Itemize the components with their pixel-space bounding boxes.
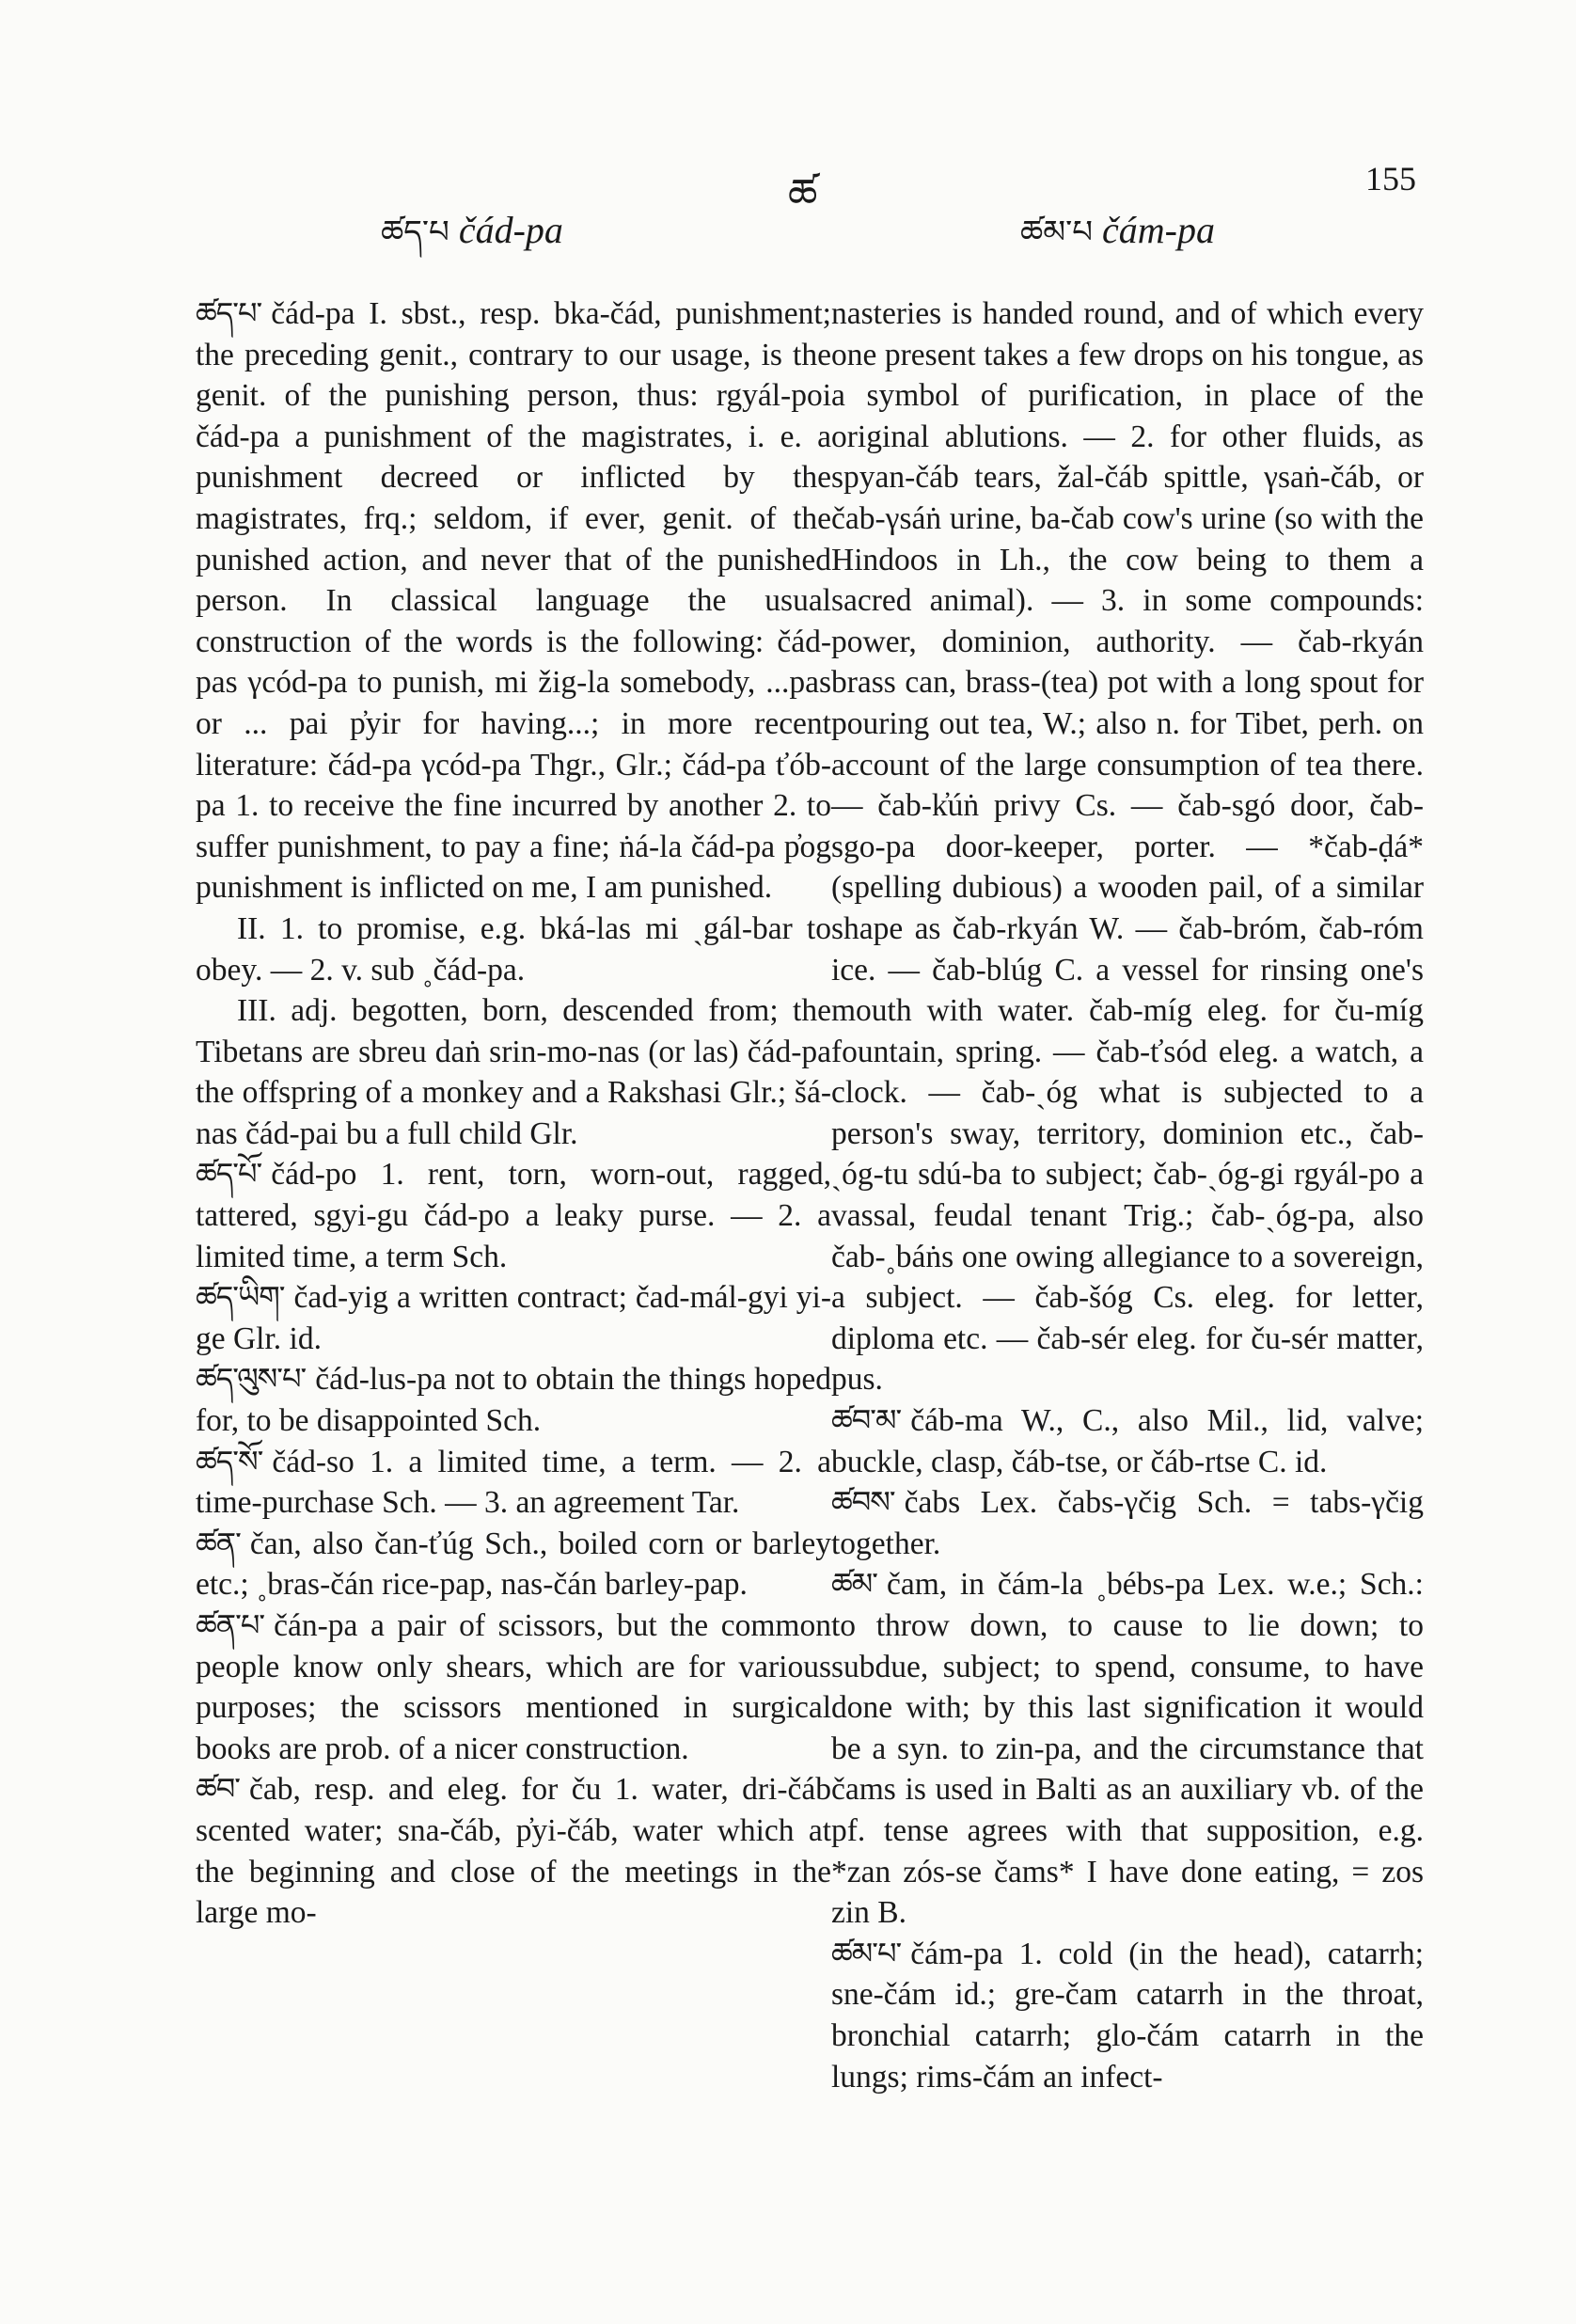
entry-text: čam, in čám-la ˳bébs-pa Lex. w.e.; Sch.: to throw down, to cause to lie down; to subdue, subject; to spend, consume, to have done with; by this last signification it would be a syn. to zin-pa, and the circumstance that čams is used in Balti as an auxiliary vb. of the pf. tense agrees with that supposition, e.g. *zan zós-se čams* I have done eating, = zos zin B.	[831, 1567, 1424, 1931]
section-letter: ཚ	[788, 170, 818, 218]
entry-text: II. 1. to promise, e.g. bká-las mi ˏgál-bar to obey. — 2. v. sub ˳čád-pa.	[196, 910, 831, 988]
entry-tibetan-headword: ཚམ་	[831, 1566, 877, 1603]
entry-text: čád-po 1. rent, torn, worn-out, ragged, tattered, sgyi-gu čád-po a leaky purse. — 2. a limited time, a term Sch.	[196, 1157, 831, 1274]
dictionary-entry	[831, 1400, 1424, 1482]
dictionary-entry	[196, 1442, 831, 1524]
entry-tibetan-headword: ཚན་	[196, 1525, 241, 1561]
running-head-right	[1020, 209, 1215, 251]
entry-tibetan-headword: ཚན་པ་	[196, 1607, 265, 1643]
dictionary-entry	[196, 1605, 831, 1769]
dictionary-entry	[831, 1934, 1424, 2097]
dictionary-entry	[196, 1359, 831, 1441]
entry-tibetan-headword: ཚམ་པ་	[831, 1935, 902, 1971]
entry-text: čán-pa a pair of scissors, but the common people know only shears, which are for various purposes; the scissors mentioned in surgical books are prob. of a nicer construction.	[196, 1608, 831, 1766]
entry-tibetan-headword: ཚད་པ་	[196, 295, 262, 331]
entry-tibetan-headword: ཚབ་མ་	[831, 1402, 902, 1439]
running-head-right-tibetan: ཚམ་པ	[1020, 213, 1094, 251]
right-column	[831, 293, 1424, 2097]
dictionary-entry	[831, 293, 1424, 1400]
dictionary-entry	[196, 1524, 831, 1605]
entry-text: III. adj. begotten, born, descended from; the Tibetans are sbreu daṅ srin-mo-nas (or las) čád-pa the offspring of a monkey and a Rakshasi Glr.; šá-nas čád-pai bu a full child Glr.	[196, 993, 831, 1151]
entry-tibetan-headword: ཚད་པོ་	[196, 1156, 262, 1193]
entry-tibetan-headword: ཚད་ལུས་པ་	[196, 1361, 307, 1398]
entry-text: čám-pa 1. cold (in the head), catarrh; sne-čám id.; gre-čam catarrh in the throat, bronchial catarrh; glo-čám catarrh in the lungs; rims-čám an infect-	[831, 1936, 1424, 2095]
running-head-left-tibetan: ཚད་པ	[381, 213, 449, 251]
dictionary-entry	[196, 990, 831, 1154]
entry-tibetan-headword: ཚབ་	[196, 1771, 241, 1808]
dictionary-entry	[196, 909, 831, 990]
entry-text: čabs Lex. čabs-γčig Sch. = tabs-γčig together.	[831, 1485, 1424, 1561]
entry-text: čan, also čan-ťúg Sch., boiled corn or barley etc.; ˳bras-čán rice-pap, nas-čán barley-pap.	[196, 1526, 831, 1603]
entry-text: čád-lus-pa not to obtain the things hoped for, to be disappointed Sch.	[196, 1362, 831, 1439]
dictionary-entry	[196, 1769, 831, 1933]
running-head-right-translit: čám-pa	[1102, 209, 1215, 251]
dictionary-entry	[831, 1482, 1424, 1564]
left-column	[196, 293, 831, 1934]
running-head-left	[381, 209, 563, 251]
entry-text: nasteries is handed round, and of which every one present takes a few drops on his tongue, as a symbol of purification, in place of the original ablutions. — 2. for other fluids, as spyan-čáb tears, žal-čáb spittle, γsaṅ-čáb, or čab-γsáṅ urine, ba-čab cow's urine (so with the Hindoos in Lh., the cow being to them a sacred animal). — 3. in some compounds: power, dominion, authority. — čab-rkyán brass can, brass-(tea) pot with a long spout for pouring out tea, W.; also n. for Tibet, perh. on account of the large consumption of tea there. — čab-k̓úṅ privy Cs. — čab-sgó door, čab-sgo-pa door-keeper, porter. — *čab-ḍá* (spelling dubious) a wooden pail, of a similar shape as čab-rkyán W. — čab-bróm, čab-róm ice. — čab-blúg C. a vessel for rinsing one's mouth with water. čab-míg eleg. for ču-míg fountain, spring. — čab-ťsód eleg. a watch, a clock. — čab-ˏóg what is subjected to a person's sway, territory, dominion etc., čab-ˏóg-tu sdú-ba to subject; čab-ˏóg-gi rgyál-po a vassal, feudal tenant Trig.; čab-ˏóg-pa, also čab-˳báṅs one owing allegiance to a sovereign, a subject. — čab-šóg Cs. eleg. for letter, diploma etc. — čab-sér eleg. for ču-sér matter, pus.	[831, 296, 1424, 1398]
dictionary-entry	[196, 293, 831, 909]
entry-tibetan-headword: ཚད་སོ་	[196, 1443, 263, 1479]
dictionary-entry	[196, 1154, 831, 1277]
running-head-left-translit: čád-pa	[458, 209, 563, 251]
dictionary-entry	[196, 1277, 831, 1359]
entry-text: čád-so 1. a limited time, a term. — 2. a time-purchase Sch. — 3. an agreement Tar.	[196, 1444, 831, 1521]
entry-tibetan-headword: ཚབས་	[831, 1484, 895, 1521]
entry-text: čáb-ma W., C., also Mil., lid, valve; buckle, clasp, čáb-tse, or čáb-rtse C. id.	[831, 1403, 1424, 1479]
entry-text: čad-yig a written contract; čad-mál-gyi yi-ge Glr. id.	[196, 1280, 831, 1356]
entry-text: čab, resp. and eleg. for ču 1. water, dri-čáb scented water; sna-čáb, p̓yi-čáb, water which at the beginning and close of the meetings in the large mo-	[196, 1772, 831, 1931]
entry-text: čád-pa I. sbst., resp. bka-čád, punishment; the preceding genit., contrary to our usage, is the genit. of the punishing person, thus: rgyál-poi čád-pa a punishment of the magistrates, i. e. a punishment decreed or inflicted by the magistrates, frq.; seldom, if ever, genit. of the punished action, and never that of the punished person. In classical language the usual construction of the words is the following: čád-pas γcód-pa to punish, mi žig-la somebody, ...pas or ... pai p̓yir for having...; in more recent literature: čád-pa γcód-pa Thgr., Glr.; čád-pa ťób-pa 1. to receive the fine incurred by another 2. to suffer punishment, to pay a fine; ṅá-la čád-pa p̓og punishment is inflicted on me, I am punished.	[196, 296, 831, 906]
page-number: 155	[1365, 160, 1416, 198]
entry-tibetan-headword: ཚད་ཡིག་	[196, 1279, 285, 1316]
dictionary-entry	[831, 1564, 1424, 1933]
